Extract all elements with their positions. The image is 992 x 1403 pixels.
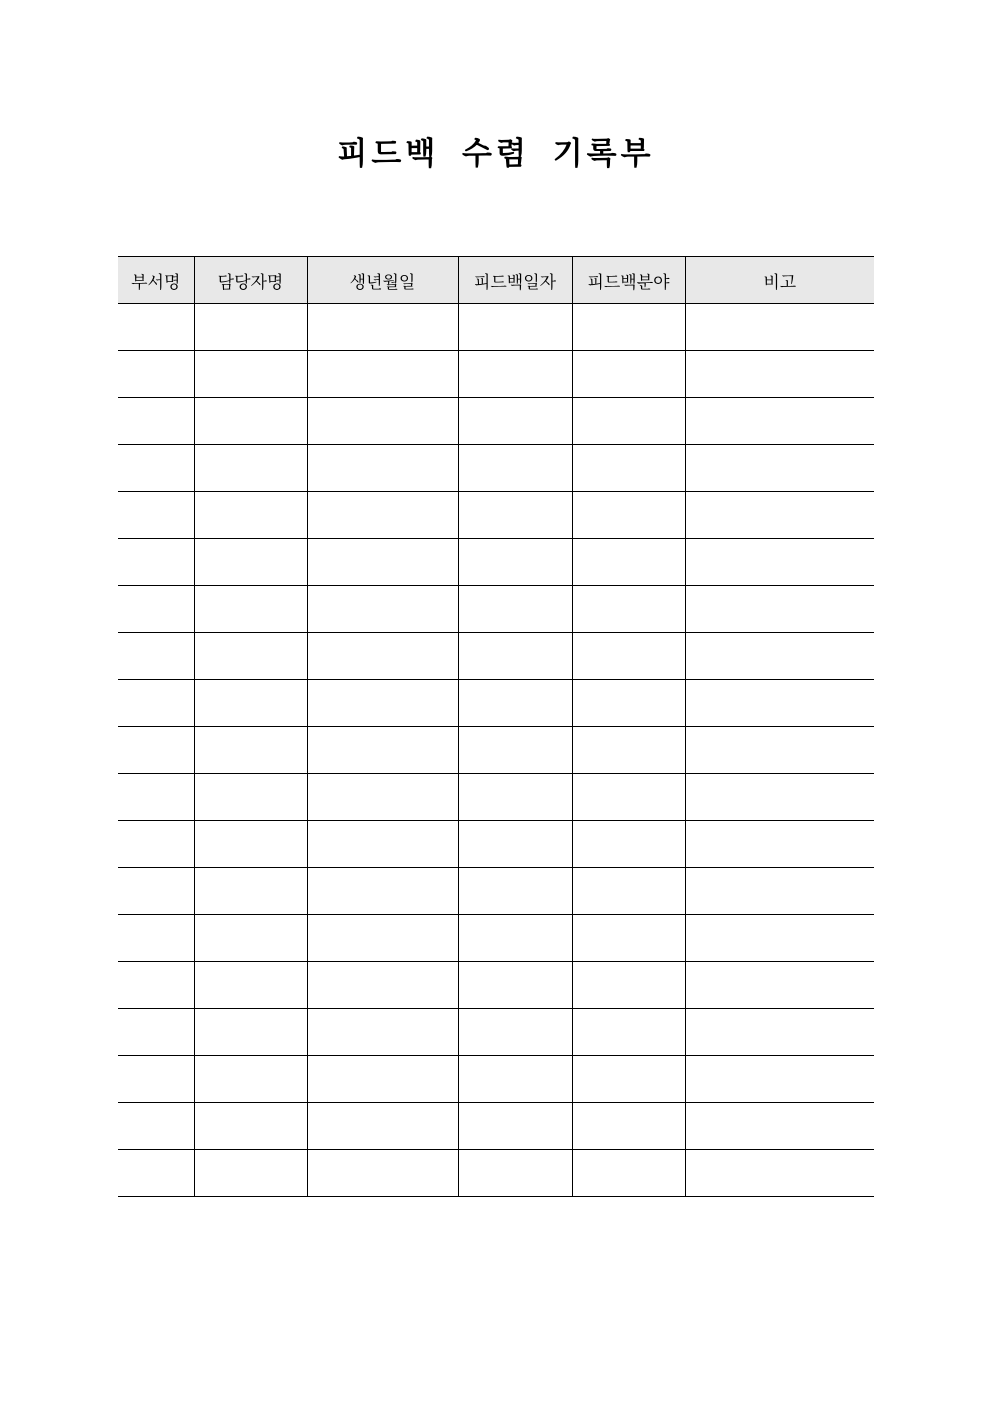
feedback-date-cell <box>458 868 572 915</box>
manager-name-cell <box>194 1056 307 1103</box>
table-row <box>118 1150 874 1197</box>
table-row <box>118 539 874 586</box>
remarks-cell <box>685 1103 874 1150</box>
manager-name-cell <box>194 445 307 492</box>
department-cell <box>118 962 194 1009</box>
department-cell <box>118 1103 194 1150</box>
feedback-record-table <box>118 256 874 1197</box>
department-cell <box>118 351 194 398</box>
feedback-date-cell <box>458 1103 572 1150</box>
table-row <box>118 915 874 962</box>
table-body <box>118 304 874 1197</box>
table-row <box>118 727 874 774</box>
remarks-cell <box>685 1150 874 1197</box>
manager-name-cell <box>194 398 307 445</box>
remarks-cell <box>685 915 874 962</box>
table-row <box>118 492 874 539</box>
birth-date-cell <box>307 727 458 774</box>
remarks-cell <box>685 774 874 821</box>
manager-name-cell <box>194 962 307 1009</box>
birth-date-cell <box>307 539 458 586</box>
birth-date-cell <box>307 492 458 539</box>
department-cell <box>118 868 194 915</box>
feedback-field-cell <box>572 351 685 398</box>
feedback-date-cell <box>458 445 572 492</box>
remarks-cell <box>685 821 874 868</box>
feedback-date-cell <box>458 962 572 1009</box>
birth-date-cell <box>307 821 458 868</box>
remarks-cell <box>685 304 874 351</box>
table-row <box>118 398 874 445</box>
remarks-cell <box>685 633 874 680</box>
birth-date-cell <box>307 1103 458 1150</box>
department-cell <box>118 915 194 962</box>
table-row <box>118 304 874 351</box>
feedback-date-cell <box>458 398 572 445</box>
remarks-cell <box>685 1056 874 1103</box>
birth-date-cell <box>307 1056 458 1103</box>
birth-date-cell <box>307 962 458 1009</box>
table-row <box>118 680 874 727</box>
manager-name-cell <box>194 586 307 633</box>
header-birth-date: 생년월일 <box>307 257 458 304</box>
birth-date-cell <box>307 1009 458 1056</box>
birth-date-cell <box>307 304 458 351</box>
department-cell <box>118 586 194 633</box>
manager-name-cell <box>194 680 307 727</box>
remarks-cell <box>685 586 874 633</box>
feedback-field-cell <box>572 915 685 962</box>
header-manager-name: 담당자명 <box>194 257 307 304</box>
remarks-cell <box>685 398 874 445</box>
birth-date-cell <box>307 868 458 915</box>
feedback-date-cell <box>458 1009 572 1056</box>
feedback-field-cell <box>572 633 685 680</box>
feedback-date-cell <box>458 680 572 727</box>
feedback-date-cell <box>458 1056 572 1103</box>
department-cell <box>118 1150 194 1197</box>
birth-date-cell <box>307 680 458 727</box>
manager-name-cell <box>194 539 307 586</box>
manager-name-cell <box>194 304 307 351</box>
remarks-cell <box>685 1009 874 1056</box>
remarks-cell <box>685 492 874 539</box>
feedback-field-cell <box>572 680 685 727</box>
department-cell <box>118 398 194 445</box>
feedback-field-cell <box>572 962 685 1009</box>
header-department: 부서명 <box>118 257 194 304</box>
birth-date-cell <box>307 1150 458 1197</box>
feedback-date-cell <box>458 492 572 539</box>
feedback-field-cell <box>572 539 685 586</box>
manager-name-cell <box>194 727 307 774</box>
feedback-field-cell <box>572 492 685 539</box>
department-cell <box>118 680 194 727</box>
feedback-date-cell <box>458 304 572 351</box>
table-row <box>118 821 874 868</box>
header-row <box>118 257 874 304</box>
remarks-cell <box>685 727 874 774</box>
feedback-field-cell <box>572 727 685 774</box>
feedback-date-cell <box>458 821 572 868</box>
feedback-field-cell <box>572 586 685 633</box>
department-cell <box>118 539 194 586</box>
feedback-date-cell <box>458 727 572 774</box>
department-cell <box>118 492 194 539</box>
department-cell <box>118 633 194 680</box>
birth-date-cell <box>307 774 458 821</box>
feedback-date-cell <box>458 915 572 962</box>
table-row <box>118 351 874 398</box>
department-cell <box>118 304 194 351</box>
manager-name-cell <box>194 821 307 868</box>
manager-name-cell <box>194 1009 307 1056</box>
table-row <box>118 1103 874 1150</box>
birth-date-cell <box>307 445 458 492</box>
feedback-date-cell <box>458 1150 572 1197</box>
birth-date-cell <box>307 586 458 633</box>
table-row <box>118 962 874 1009</box>
feedback-date-cell <box>458 774 572 821</box>
table-row <box>118 774 874 821</box>
table-row <box>118 868 874 915</box>
birth-date-cell <box>307 633 458 680</box>
feedback-field-cell <box>572 1056 685 1103</box>
manager-name-cell <box>194 774 307 821</box>
feedback-field-cell <box>572 445 685 492</box>
table-row <box>118 633 874 680</box>
remarks-cell <box>685 445 874 492</box>
table-row <box>118 445 874 492</box>
manager-name-cell <box>194 868 307 915</box>
manager-name-cell <box>194 633 307 680</box>
document-title: 피드백 수렴 기록부 <box>337 136 655 172</box>
remarks-cell <box>685 680 874 727</box>
header-feedback-date: 피드백일자 <box>458 257 572 304</box>
department-cell <box>118 727 194 774</box>
feedback-field-cell <box>572 774 685 821</box>
feedback-date-cell <box>458 586 572 633</box>
table-row <box>118 1009 874 1056</box>
feedback-field-cell <box>572 304 685 351</box>
remarks-cell <box>685 351 874 398</box>
feedback-field-cell <box>572 1009 685 1056</box>
feedback-field-cell <box>572 398 685 445</box>
feedback-date-cell <box>458 633 572 680</box>
manager-name-cell <box>194 351 307 398</box>
remarks-cell <box>685 962 874 1009</box>
manager-name-cell <box>194 1150 307 1197</box>
header-feedback-field: 피드백분야 <box>572 257 685 304</box>
feedback-field-cell <box>572 1103 685 1150</box>
feedback-field-cell <box>572 821 685 868</box>
department-cell <box>118 445 194 492</box>
feedback-field-cell <box>572 1150 685 1197</box>
birth-date-cell <box>307 398 458 445</box>
feedback-date-cell <box>458 351 572 398</box>
table-row <box>118 1056 874 1103</box>
feedback-date-cell <box>458 539 572 586</box>
manager-name-cell <box>194 915 307 962</box>
manager-name-cell <box>194 1103 307 1150</box>
header-remarks: 비고 <box>685 257 874 304</box>
remarks-cell <box>685 539 874 586</box>
department-cell <box>118 774 194 821</box>
manager-name-cell <box>194 492 307 539</box>
department-cell <box>118 821 194 868</box>
table-row <box>118 586 874 633</box>
remarks-cell <box>685 868 874 915</box>
department-cell <box>118 1009 194 1056</box>
birth-date-cell <box>307 915 458 962</box>
feedback-field-cell <box>572 868 685 915</box>
birth-date-cell <box>307 351 458 398</box>
department-cell <box>118 1056 194 1103</box>
